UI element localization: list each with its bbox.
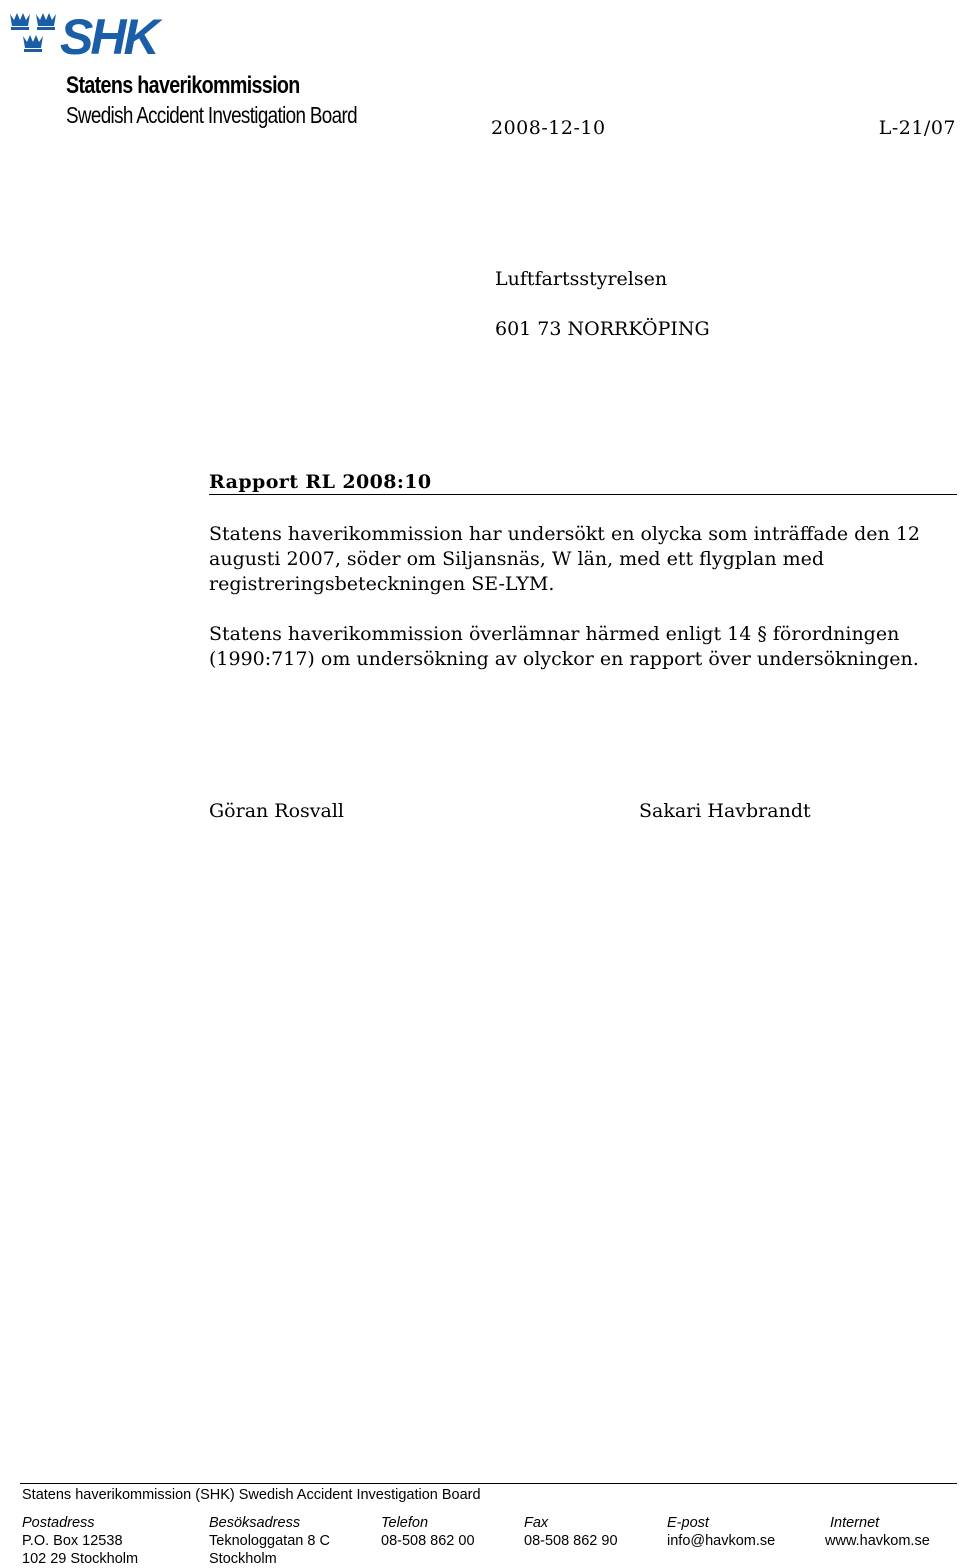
footer-email [667, 1514, 775, 1550]
shk-logo [8, 10, 357, 128]
footer-heading: E-post [667, 1515, 709, 1531]
footer-heading: Besöksadress [209, 1515, 301, 1531]
svg-text:SHK: SHK [60, 12, 157, 62]
footer-postal [22, 1514, 138, 1568]
footer-value: info@havkom.se [667, 1533, 776, 1549]
paragraph-investigation: Statens haverikommission har undersökt en olycka som inträffade den 12 augusti 2007, söder om Siljansnäs, W län, med ett flygplan med registreringsbeteckningen SE-LYM. [209, 523, 920, 595]
footer-fax [524, 1514, 618, 1550]
footer-phone [381, 1514, 475, 1550]
footer-visit [209, 1514, 330, 1568]
paragraph-submission: Statens haverikommission överlämnar härmed enligt 14 § förordningen (1990:717) om undersökning av olyckor en rapport över undersökningen. [209, 623, 919, 670]
footer-value: 08-508 862 90 [524, 1533, 618, 1549]
footer-value: 102 29 Stockholm [22, 1551, 139, 1567]
signature-right: Sakari Havbrandt [639, 800, 811, 822]
footer-value: P.O. Box 12538 [22, 1533, 123, 1549]
footer-heading: Postadress [22, 1515, 95, 1531]
footer-heading: Fax [524, 1515, 549, 1531]
footer-heading: Internet [830, 1515, 880, 1531]
footer-value: 08-508 862 00 [381, 1533, 475, 1549]
logo-name-english: Swedish Accident Investigation Board [66, 102, 357, 128]
title-underline [209, 494, 957, 495]
footer-org: Statens haverikommission (SHK) Swedish Accident Investigation Board [22, 1487, 481, 1503]
footer-internet [825, 1514, 930, 1550]
shk-wordmark [58, 12, 198, 62]
footer-value: www.havkom.se [825, 1533, 930, 1549]
case-reference: L-21/07 [878, 117, 956, 139]
logo-name-swedish: Statens haverikommission [66, 72, 300, 99]
footer-value: Teknologgatan 8 C [209, 1533, 330, 1549]
recipient-city: 601 73 NORRKÖPING [495, 318, 710, 340]
footer-heading: Telefon [381, 1515, 429, 1531]
letter-date: 2008-12-10 [491, 117, 606, 139]
signature-left: Göran Rosvall [209, 800, 345, 822]
footer-divider [20, 1483, 957, 1484]
report-title: Rapport RL 2008:10 [209, 471, 432, 493]
footer-value: Stockholm [209, 1551, 277, 1567]
recipient-name: Luftfartsstyrelsen [495, 268, 668, 290]
